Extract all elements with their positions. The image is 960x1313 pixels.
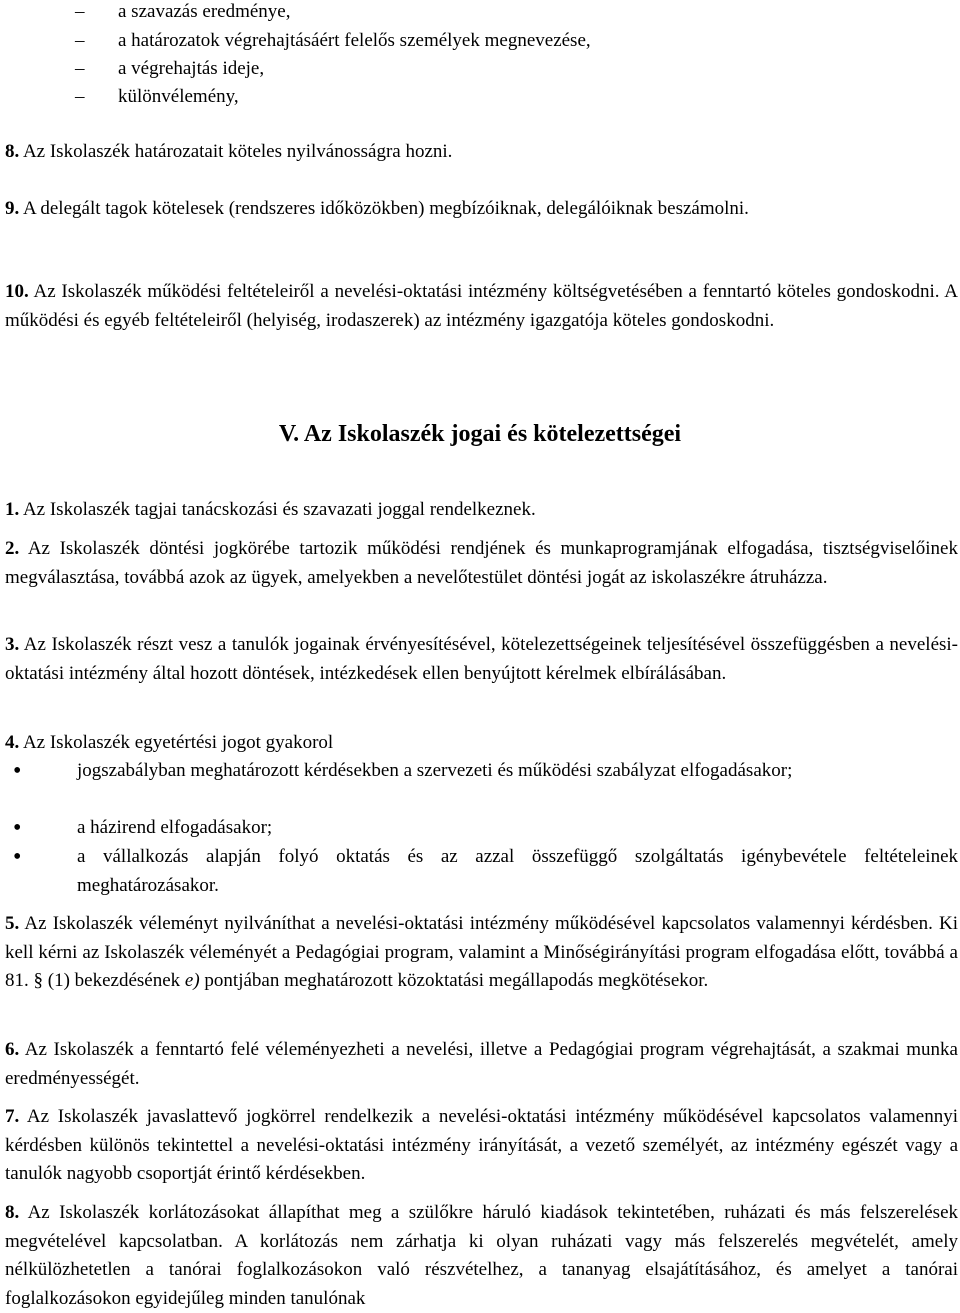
- item-number: 4.: [5, 732, 20, 753]
- paragraph-text: Az Iskolaszék határozatait köteles nyilvánosságra hozni.: [22, 141, 453, 162]
- paragraph-number: 9.: [5, 198, 20, 219]
- paragraph-8: [5, 138, 958, 167]
- item-number: 8.: [5, 1202, 20, 1223]
- bullet-item: • jogszabályban meghatározott kérdésekben a szervezeti és működési szabályzat elfogadásakor;: [77, 757, 958, 786]
- item-number: 1.: [5, 499, 20, 520]
- section-title: V. Az Iskolaszék jogai és kötelezettségei: [278, 421, 682, 447]
- item-text: Az Iskolaszék részt vesz a tanulók jogainak érvényesítésével, kötelezettségeinek teljesítésével összefüggésben a nevelési-oktatási intézmény által hozott döntések, intézkedések ellen benyújtott kérelmek elbírálásában.: [5, 634, 959, 684]
- bullet-item: • a házirend elfogadásakor;: [77, 814, 958, 843]
- list-item: – a határozatok végrehajtásáért felelős személyek megnevezése,: [118, 27, 591, 56]
- item-number: 7.: [5, 1106, 20, 1127]
- paragraph-text: Az Iskolaszék működési feltételeiről a nevelési-oktatási intézmény költségvetésében a fenntartó köteles gondoskodni. A működési és egyéb feltételeiről (helyiség, irodaszerek) az intézmény igazgatója köteles gondoskodni.: [5, 281, 958, 331]
- paragraph-10: [5, 278, 958, 335]
- section-item-5: [5, 910, 958, 996]
- item-text: Az Iskolaszék a fenntartó felé véleményezheti a nevelési, illetve a Pedagógiai program végrehajtását, a szakmai munka eredményességét.: [5, 1039, 958, 1089]
- section-item-7: [5, 1103, 958, 1189]
- section-item-1: [5, 496, 958, 525]
- paragraph-text: A delegált tagok kötelesek (rendszeres időközökben) megbízóiknak, delegálóiknak beszámolni.: [22, 198, 749, 219]
- section-item-8: [5, 1199, 958, 1313]
- item-number: 3.: [5, 634, 20, 655]
- item-text-emphasis: e): [184, 970, 200, 991]
- item-text: pontjában meghatározott közoktatási megállapodás megkötésekor.: [204, 970, 709, 991]
- list-item: – a szavazás eredménye,: [118, 0, 290, 27]
- item-text: Az Iskolaszék javaslattevő jogkörrel rendelkezik a nevelési-oktatási intézmény működésével kapcsolatos valamennyi kérdésben különös tekintettel a nevelési-oktatási intézmény irányítását, a vezető személyét, az intézmény egészét vagy a tanulók nagyobb csoportját érintő kérdésekben.: [5, 1106, 958, 1184]
- paragraph-9: [5, 194, 958, 224]
- list-item: – a végrehajtás ideje,: [118, 55, 264, 84]
- item-text: Az Iskolaszék véleményt nyilváníthat a nevelési-oktatási intézmény működésével kapcsolatos valamennyi kérdésben. Ki kell kérni az Iskolaszék véleményét a Pedagógiai program, valamint a Minőségirányítási program elfogadása előtt, továbbá a 81. § (1) bekezdésének: [5, 913, 958, 991]
- item-text: Az Iskolaszék döntési jogkörébe tartozik működési rendjének és munkaprogramjának elfogadása, tisztségviselőinek megválasztása, továbbá azok az ügyek, amelyekben a nevelőtestület döntési jogát az iskolaszékre átruházza.: [5, 538, 958, 588]
- item-number: 5.: [5, 913, 20, 934]
- section-item-3: [5, 631, 958, 688]
- item-text: Az Iskolaszék tagjai tanácskozási és szavazati joggal rendelkeznek.: [22, 499, 536, 520]
- section-item-2: [5, 535, 958, 592]
- paragraph-number: 8.: [5, 141, 20, 162]
- paragraph-number: 10.: [5, 281, 29, 302]
- item-text: Az Iskolaszék korlátozásokat állapíthat meg a szülőkre háruló kiadások tekintetében, ruházati és más felszerelések megvételével kapcsolatban. A korlátozás nem zárhatja ki olyan ruházati vagy más felszerelés megvételét, amely nélkülözhetetlen a tanórai foglalkozásokon való részvételhez, a tananyag elsajátításához, és amelyet a tanórai foglalkozásokon egyidejűleg minden tanulónak: [5, 1202, 959, 1309]
- item-number: 2.: [5, 538, 20, 559]
- bullet-item: • a vállalkozás alapján folyó oktatás és az azzal összefüggő szolgáltatás igénybevétele feltételeinek meghatározásakor.: [77, 843, 958, 900]
- section-item-4: [5, 729, 958, 758]
- item-text: Az Iskolaszék egyetértési jogot gyakorol: [22, 732, 334, 753]
- list-item: – különvélemény,: [118, 83, 239, 112]
- section-item-6: [5, 1036, 958, 1093]
- item-number: 6.: [5, 1039, 20, 1060]
